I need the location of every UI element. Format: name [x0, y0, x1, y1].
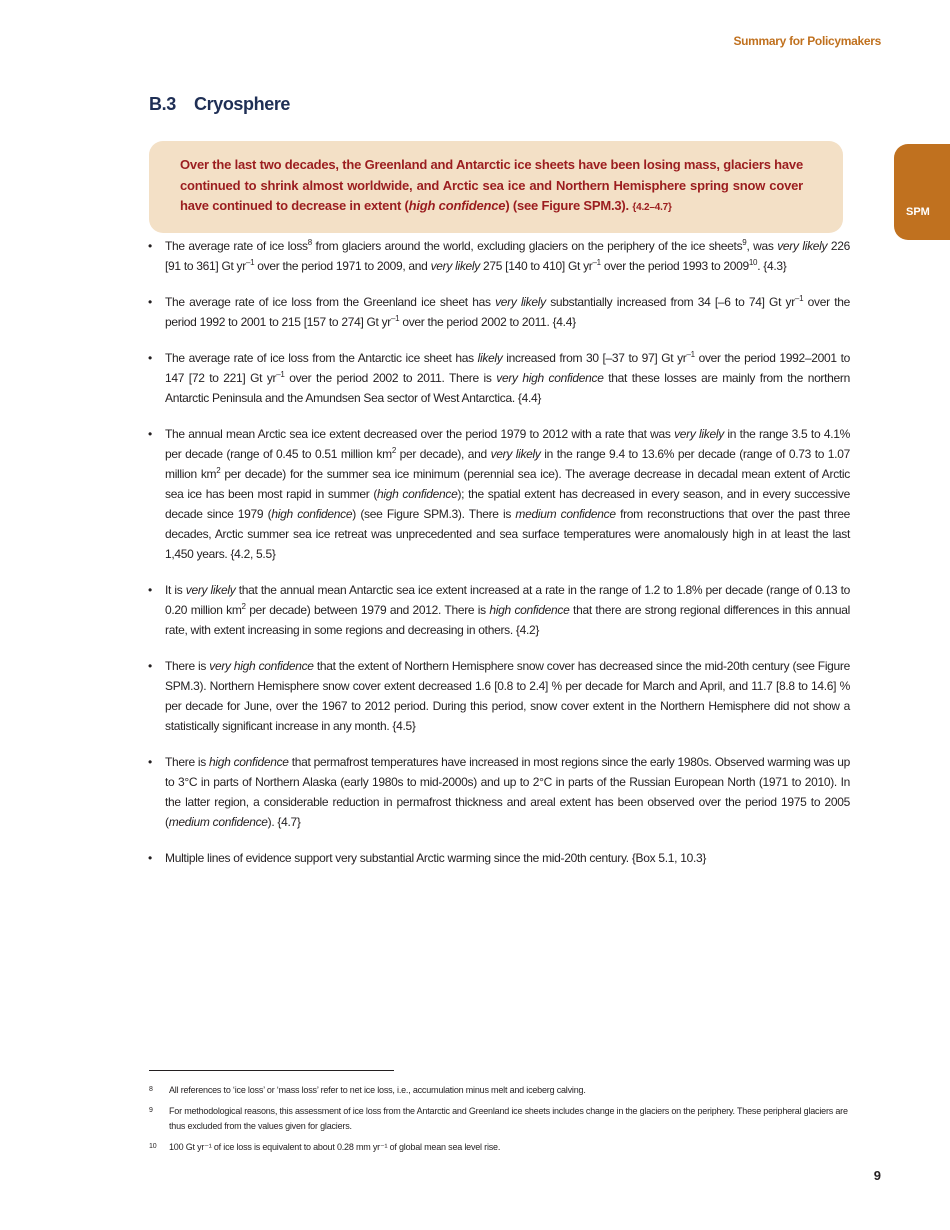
text-segment: that the extent of Northern Hemisphere snow cover has decreased since the mid-20th century (see Figure SPM.3). Northern Hemisphere snow cover extent decreased 1.6 [0.8 to 2.4] % per decade for March and April, and 11.7 [8.8 to 14.6] % per decade for June, over the 1967 to 2012 period. During this period, snow cover extent in the Northern Hemisphere did not show a statistically significant increase in any month. {4.5} [165, 659, 850, 733]
running-header: Summary for Policymakers [733, 34, 881, 48]
footnote-rule [149, 1070, 394, 1071]
bullet-item [148, 752, 850, 832]
bullet-icon: • [148, 583, 152, 597]
summary-box [149, 141, 843, 233]
superscript: –1 [391, 314, 400, 323]
section-title: Cryosphere [194, 94, 291, 114]
superscript: –1 [245, 258, 255, 267]
superscript: 10 [748, 258, 758, 267]
superscript: 2 [391, 446, 396, 455]
superscript: 8 [307, 238, 312, 247]
section-heading [149, 94, 290, 115]
italic-text: very likely [674, 427, 724, 441]
text-segment: over the period 2002 to 2011. {4.4} [399, 315, 576, 329]
italic-text: high confidence [377, 487, 458, 501]
text-segment: , was [746, 239, 778, 253]
footnote [149, 1083, 849, 1098]
bullet-item [148, 424, 850, 564]
page-number: 9 [873, 1168, 881, 1183]
text-segment: over the period 1971 to 2009, and [254, 259, 431, 273]
text-segment: from reconstructions that over the past three decades, Arctic summer sea ice retreat was unprecedented and sea surface temperatures were anomalously high in at least the last 1,450 years. {4.2, 5.5} [165, 507, 850, 561]
reference: {4.2–4.7} [632, 202, 672, 213]
footnote [149, 1140, 849, 1155]
italic-text: medium confidence [168, 815, 268, 829]
text-segment: in the range 9.4 to 13.6% per decade (range of 0.73 to 1.07 million km [165, 447, 850, 481]
italic-text: very likely [430, 259, 480, 273]
superscript: –1 [276, 370, 285, 379]
footnote [149, 1104, 849, 1134]
text-segment: . {4.3} [757, 259, 787, 273]
text-segment: over the period 1992–2001 to 147 [72 to 221] Gt yr [165, 351, 850, 385]
text-segment: increased from 30 [–37 to 97] Gt yr [502, 351, 687, 365]
text-segment: that permafrost temperatures have increased in most regions since the early 1980s. Observed warming was up to 3°C in parts of Northern Alaska (early 1980s to mid-2000s) and up to 2°C in parts of the Russian European North (1971 to 2010). In the latter region, a considerable reduction in permafrost thickness and areal extent has been observed over the period 1975 to 2005 ( [165, 755, 851, 829]
text-segment: There is [165, 659, 210, 673]
text-segment: per decade), and [395, 447, 491, 461]
italic-text: high confidence [489, 603, 570, 617]
text-segment: substantially increased from 34 [–6 to 74] Gt yr [545, 295, 795, 309]
section-number: B.3 [149, 94, 176, 114]
italic-text: medium confidence [515, 507, 616, 521]
italic-text: likely [477, 351, 503, 365]
text-segment: The average rate of ice loss [165, 239, 308, 253]
text-segment: per decade) for the summer sea ice minimum (perennial sea ice). The average decrease in decadal mean extent of Arctic sea ice has been most rapid in summer ( [165, 467, 850, 501]
text-segment: from glaciers around the world, excluding glaciers on the periphery of the ice sheets [311, 239, 743, 253]
text-segment: The average rate of ice loss from the Antarctic ice sheet has [165, 351, 478, 365]
italic-text: very likely [777, 239, 828, 253]
italic-text: high confidence [408, 198, 506, 213]
footnotes [149, 1083, 849, 1161]
italic-text: very high confidence [209, 659, 314, 673]
footnote-number: 9 [149, 1107, 153, 1114]
footnote-text: For methodological reasons, this assessment of ice loss from the Antarctic and Greenland ice sheets includes change in the glaciers on the periphery. These peripheral glaciers are thus excluded from the values given for glaciers. [169, 1106, 848, 1131]
bullet-item [148, 236, 850, 276]
bullet-icon: • [148, 295, 152, 309]
text-segment: 275 [140 to 410] Gt yr [479, 259, 593, 273]
superscript: –1 [794, 294, 804, 303]
text-segment: over the period 2002 to 2011. There is [284, 371, 497, 385]
text-segment: ). {4.7} [267, 815, 301, 829]
superscript: –1 [592, 258, 601, 267]
text-segment: per decade) between 1979 and 2012. There is [245, 603, 490, 617]
bullet-icon: • [148, 851, 152, 865]
italic-text: very likely [495, 295, 546, 309]
italic-text: very high confidence [496, 371, 604, 385]
text-segment: The average rate of ice loss from the Greenland ice sheet has [165, 295, 496, 309]
bullet-icon: • [148, 427, 152, 441]
text-segment: Multiple lines of evidence support very substantial Arctic warming since the mid-20th century. {Box 5.1, 10.3} [165, 851, 707, 865]
superscript: 2 [216, 466, 221, 475]
text-segment: The annual mean Arctic sea ice extent decreased over the period 1979 to 2012 with a rate that was [165, 427, 675, 441]
text-segment: over the period 1993 to 2009 [600, 259, 749, 273]
bullet-icon: • [148, 239, 152, 253]
bullet-item [148, 656, 850, 736]
bullet-item [148, 292, 850, 332]
footnote-number: 10 [149, 1143, 157, 1150]
superscript: 9 [742, 238, 747, 247]
bullet-item [148, 348, 850, 408]
footnote-text: All references to ‘ice loss’ or ‘mass loss’ refer to net ice loss, i.e., accumulation minus melt and iceberg calving. [169, 1085, 586, 1095]
bullet-icon: • [148, 659, 152, 673]
text-segment: It is [165, 583, 186, 597]
italic-text: very likely [490, 447, 541, 461]
italic-text: high confidence [209, 755, 289, 769]
bullet-item [148, 848, 850, 868]
side-tab-label: SPM [906, 206, 930, 218]
bullet-item [148, 580, 850, 640]
text-segment: that these losses are mainly from the northern Antarctic Peninsula and the Amundsen Sea sector of West Antarctica. {4.4} [165, 371, 850, 405]
bullet-icon: • [148, 351, 152, 365]
text-segment: that the annual mean Antarctic sea ice extent increased at a rate in the range of 1.2 to 1.8% per decade (range of 0.13 to 0.20 million km [165, 583, 850, 617]
text-segment: ) (see Figure SPM.3). There is [352, 507, 516, 521]
italic-text: very likely [185, 583, 236, 597]
bullet-icon: • [148, 755, 152, 769]
text-segment: in the range 3.5 to 4.1% per decade (range of 0.45 to 0.51 million km [165, 427, 850, 461]
text-segment: 226 [91 to 361] Gt yr [165, 239, 850, 273]
bullet-list [148, 236, 850, 884]
superscript: –1 [686, 350, 695, 359]
text-segment: that there are strong regional differences in this annual rate, with extent increasing in some regions and decreasing in others. {4.2} [165, 603, 850, 637]
superscript: 2 [241, 602, 246, 611]
text-segment: Over the last two decades, the Greenland and Antarctic ice sheets have been losing mass, glaciers have continued to shrink almost worldwide, and Arctic sea ice and Northern Hemisphere spring snow cover have continued to decrease in extent ( [180, 157, 803, 213]
footnote-text: 100 Gt yr⁻¹ of ice loss is equivalent to about 0.28 mm yr⁻¹ of global mean sea level rise. [169, 1142, 501, 1152]
text-segment: ); the spatial extent has decreased in every season, and in every successive decade since 1979 ( [165, 487, 850, 521]
footnote-number: 8 [149, 1086, 153, 1093]
italic-text: high confidence [271, 507, 353, 521]
text-segment: There is [165, 755, 210, 769]
text-segment: over the period 1992 to 2001 to 215 [157 to 274] Gt yr [165, 295, 850, 329]
spm-side-tab [894, 144, 950, 240]
text-segment: ) (see Figure SPM.3). [505, 198, 633, 213]
